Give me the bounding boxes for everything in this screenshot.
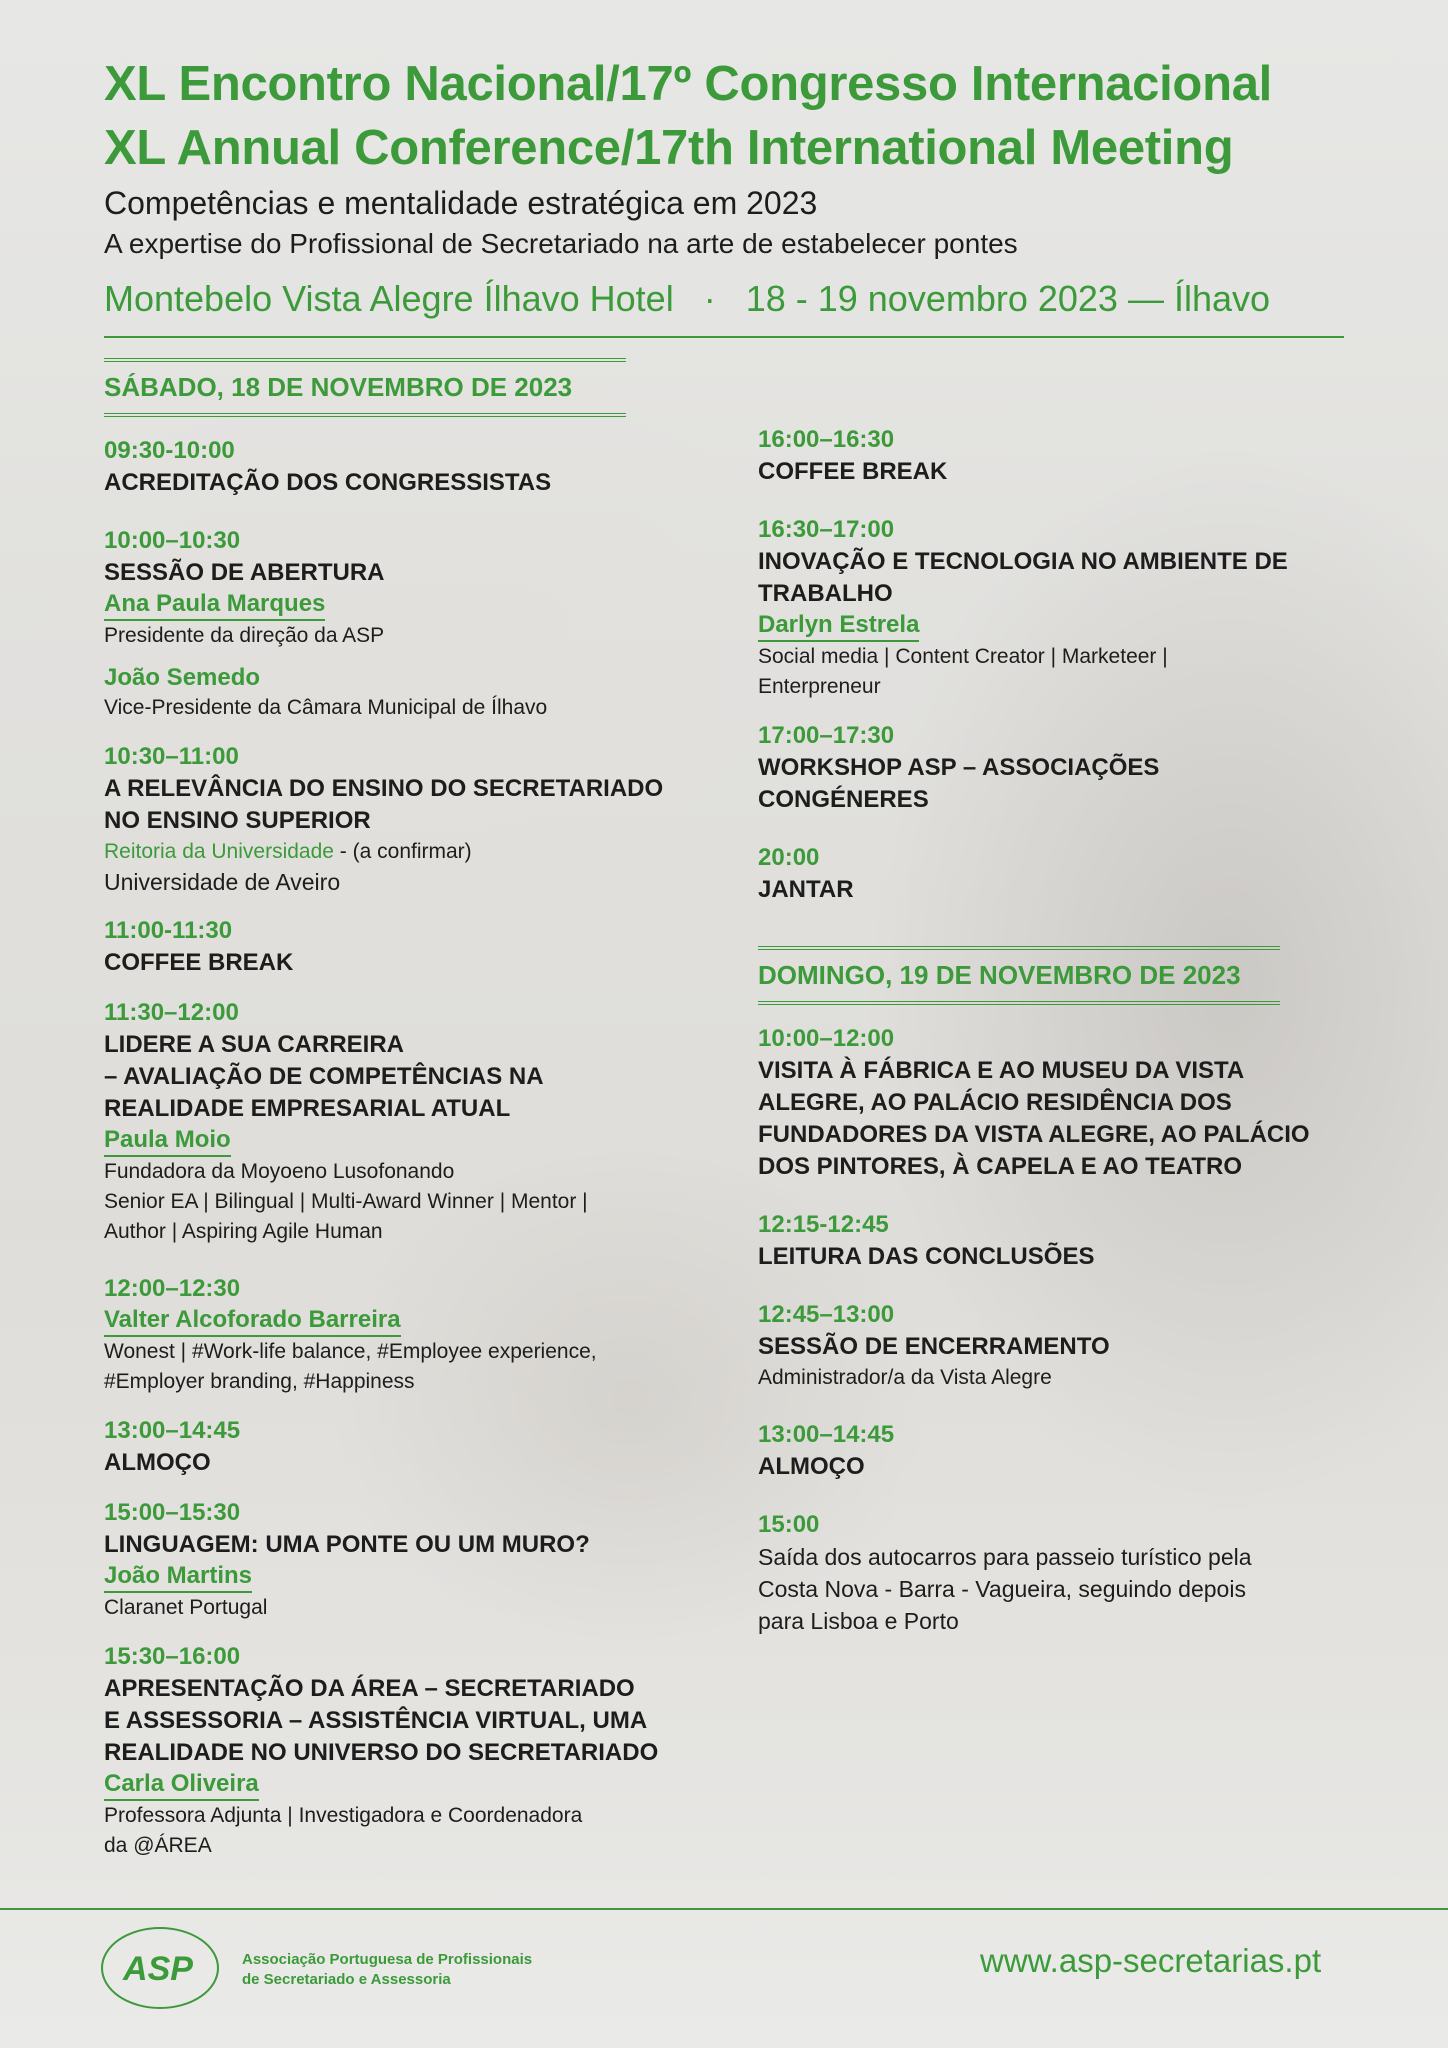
header-divider	[104, 336, 1344, 338]
logo-mark: ASP	[123, 1950, 193, 1988]
day1-continued-column	[758, 424, 1358, 1637]
session	[104, 435, 704, 499]
speaker-role: Senior EA | Bilingual | Multi-Award Winner | Mentor |	[104, 1190, 588, 1213]
session-time: 20:00	[758, 844, 820, 871]
speaker-role: Social media | Content Creator | Marketeer |	[758, 645, 1168, 668]
speaker-role: Vice-Presidente da Câmara Municipal de Ílhavo	[104, 696, 548, 719]
speaker-role: Enterpreneur	[758, 675, 881, 698]
session	[104, 1641, 704, 1861]
session	[758, 1209, 1358, 1273]
separator: ·	[703, 278, 716, 319]
session-time: 11:30–12:00	[104, 999, 239, 1026]
session-title: ALMOÇO	[758, 1453, 865, 1480]
session	[758, 1299, 1358, 1393]
venue-line	[104, 278, 1344, 320]
session	[758, 1419, 1358, 1483]
subtheme: A expertise do Profissional de Secretariado na arte de estabelecer pontes	[104, 228, 1018, 259]
session-title-line: APRESENTAÇÃO DA ÁREA – SECRETARIADO	[104, 1675, 635, 1702]
session-title-line: LIDERE A SUA CARREIRA	[104, 1031, 405, 1058]
session-time: 11:00-11:30	[104, 917, 233, 944]
session-description: para Lisboa e Porto	[758, 1608, 959, 1634]
session	[104, 997, 704, 1247]
speaker-role: Author | Aspiring Agile Human	[104, 1220, 383, 1243]
session-title-line: DOS PINTORES, À CAPELA E AO TEATRO	[758, 1153, 1243, 1180]
session-time: 10:00–10:30	[104, 527, 241, 554]
speaker-org: Universidade de Aveiro	[104, 869, 341, 895]
session-title-line: REALIDADE NO UNIVERSO DO SECRETARIADO	[104, 1739, 659, 1766]
org-name-line1: Associação Portuguesa de Profissionais	[242, 1951, 533, 1968]
speaker-name: Darlyn Estrela	[758, 610, 919, 642]
website-url: www.asp-secretarias.pt	[980, 1942, 1322, 1979]
session-title: LINGUAGEM: UMA PONTE OU UM MURO?	[104, 1531, 590, 1558]
session-title-line: TRABALHO	[758, 580, 893, 607]
session-title: JANTAR	[758, 876, 854, 903]
session	[758, 1023, 1358, 1183]
session	[758, 1509, 1358, 1637]
venue: Montebelo Vista Alegre Ílhavo Hotel	[104, 278, 674, 319]
speaker-role: #Employer branding, #Happiness	[104, 1370, 415, 1393]
session	[758, 720, 1358, 816]
session-title: SESSÃO DE ENCERRAMENTO	[758, 1333, 1110, 1360]
session	[758, 842, 1358, 906]
session	[104, 1497, 704, 1623]
header	[104, 52, 1354, 264]
speaker-role: da @ÁREA	[104, 1834, 212, 1857]
asp-logo	[100, 1922, 560, 2014]
footer-divider	[0, 1908, 1448, 1910]
speaker-role: Wonest | #Work-life balance, #Employee experience,	[104, 1340, 597, 1363]
session-title-line: REALIDADE EMPRESARIAL ATUAL	[104, 1095, 511, 1122]
title-en: XL Annual Conference/17th International Meeting	[104, 121, 1234, 175]
speaker-org: Reitoria da Universidade	[104, 840, 334, 863]
session-title: COFFEE BREAK	[758, 458, 948, 485]
session-time: 16:00–16:30	[758, 426, 895, 453]
session-title-line: ALEGRE, AO PALÁCIO RESIDÊNCIA DOS	[758, 1089, 1232, 1116]
speaker-org: Claranet Portugal	[104, 1596, 268, 1619]
speaker-name: Paula Moio	[104, 1125, 231, 1157]
session-time: 16:30–17:00	[758, 516, 895, 543]
session-title-line: NO ENSINO SUPERIOR	[104, 807, 371, 834]
confirmation-note: - (a confirmar)	[333, 840, 472, 863]
session-time: 15:00	[758, 1511, 820, 1538]
session-title-line: E ASSESSORIA – ASSISTÊNCIA VIRTUAL, UMA	[104, 1707, 648, 1734]
session-time: 10:30–11:00	[104, 743, 239, 770]
speaker-name: Carla Oliveira	[104, 1769, 259, 1801]
speaker-role: Fundadora da Moyoeno Lusofonando	[104, 1160, 455, 1183]
session-time: 09:30-10:00	[104, 437, 235, 464]
theme: Competências e mentalidade estratégica em 2023	[104, 185, 818, 221]
session	[758, 424, 1358, 488]
session	[104, 915, 704, 979]
session-time: 13:00–14:45	[758, 1421, 895, 1448]
speaker-role: Professora Adjunta | Investigadora e Coordenadora	[104, 1804, 583, 1827]
speaker-role: Presidente da direção da ASP	[104, 624, 385, 647]
day1-column	[104, 358, 704, 1861]
speaker-name: Valter Alcoforado Barreira	[104, 1305, 401, 1337]
session-time: 15:30–16:00	[104, 1643, 241, 1670]
org-name-line2: de Secretariado e Assessoria	[242, 1971, 451, 1988]
session-title: LEITURA DAS CONCLUSÕES	[758, 1243, 1095, 1270]
session	[104, 1273, 704, 1397]
speaker-role	[104, 837, 704, 867]
session	[104, 525, 704, 723]
session-title-line: WORKSHOP ASP – ASSOCIAÇÕES	[758, 754, 1160, 781]
session-title: COFFEE BREAK	[104, 949, 294, 976]
session-title-line: CONGÉNERES	[758, 786, 929, 813]
speaker-name: Ana Paula Marques	[104, 589, 325, 621]
session-title: ALMOÇO	[104, 1449, 211, 1476]
session-title: ACREDITAÇÃO DOS CONGRESSISTAS	[104, 469, 552, 496]
session	[104, 1415, 704, 1479]
dates: 18 - 19 novembro 2023 — Ílhavo	[745, 278, 1271, 319]
session-time: 12:00–12:30	[104, 1275, 241, 1302]
speaker-name: João Semedo	[104, 664, 261, 691]
session-time: 12:15-12:45	[758, 1211, 889, 1238]
day1-heading: SÁBADO, 18 DE NOVEMBRO DE 2023	[104, 358, 626, 417]
session-time: 12:45–13:00	[758, 1301, 895, 1328]
speaker-role: Administrador/a da Vista Alegre	[758, 1366, 1052, 1389]
session-time: 15:00–15:30	[104, 1499, 241, 1526]
session-description: Costa Nova - Barra - Vagueira, seguindo depois	[758, 1576, 1246, 1602]
session-description: Saída dos autocarros para passeio turístico pela	[758, 1544, 1252, 1570]
session-title-line: VISITA À FÁBRICA E AO MUSEU DA VISTA	[758, 1057, 1245, 1084]
session-title-line: FUNDADORES DA VISTA ALEGRE, AO PALÁCIO	[758, 1121, 1310, 1148]
day2-heading: DOMINGO, 19 DE NOVEMBRO DE 2023	[758, 946, 1280, 1005]
session-title: SESSÃO DE ABERTURA	[104, 559, 385, 586]
session-title-line: A RELEVÂNCIA DO ENSINO DO SECRETARIADO	[104, 775, 664, 802]
session-time: 13:00–14:45	[104, 1417, 241, 1444]
session-title-line: INOVAÇÃO E TECNOLOGIA NO AMBIENTE DE	[758, 548, 1288, 575]
session-time: 10:00–12:00	[758, 1025, 895, 1052]
session	[104, 741, 704, 897]
title-pt: XL Encontro Nacional/17º Congresso Internacional	[104, 57, 1272, 111]
session-title-line: – AVALIAÇÃO DE COMPETÊNCIAS NA	[104, 1063, 544, 1090]
speaker-name: João Martins	[104, 1561, 252, 1593]
session	[758, 514, 1358, 702]
session-time: 17:00–17:30	[758, 722, 895, 749]
